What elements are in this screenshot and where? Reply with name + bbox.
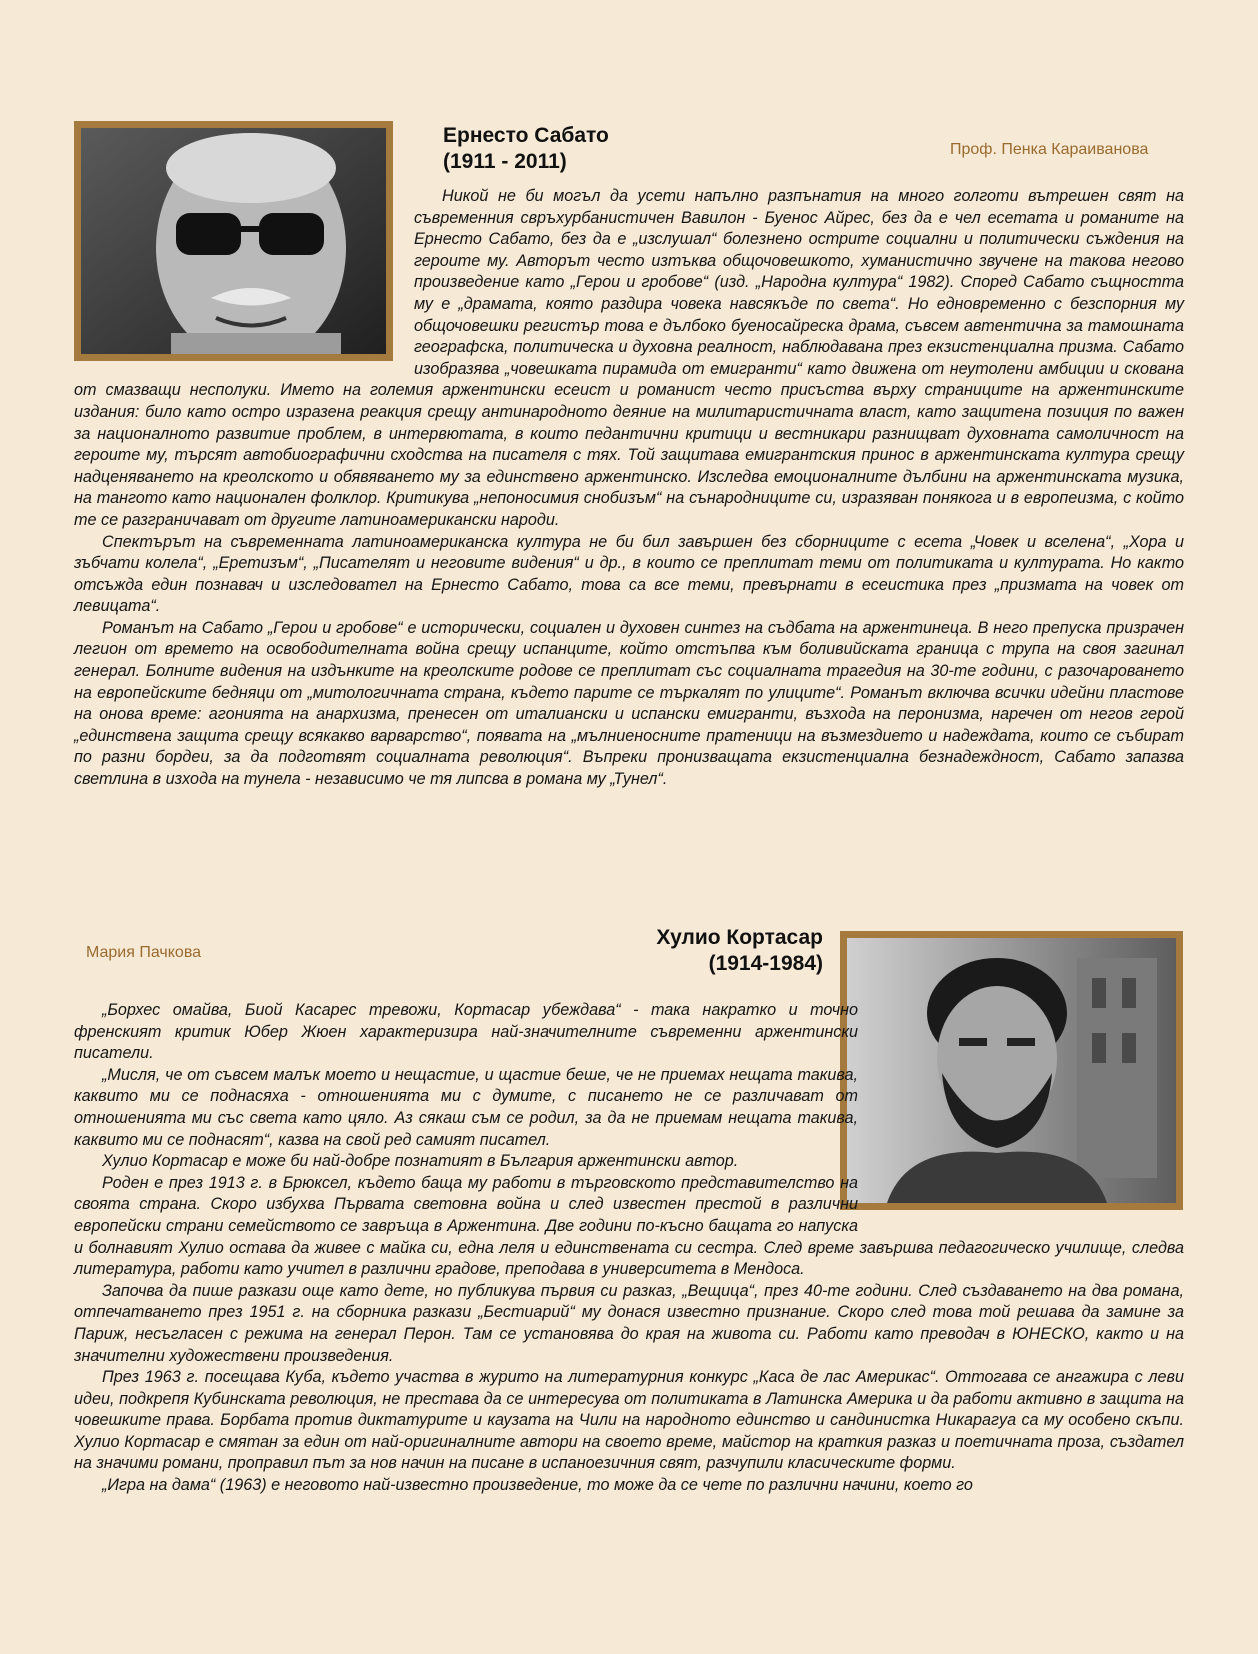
article2-paragraph: Хулио Кортасар е може би най-добре познатият в България аржентински автор. [102, 1152, 739, 1171]
wrap-spacer [858, 1000, 1184, 1216]
article1-paragraph: Никой не би могъл да усети напълно разпънатия на много голготи вътрешен свят на съвременния свръхурбанистичен Вавилон - Буенос Айрес, без да е чел есетата и романите на Ернесто Сабато, без да е „изслушал“ болезнено острите социални и политически съждения на героите му. Авторът често изтъква общочовешкото, хуманистично звучене на такова негово произведение като „Герои и гробове“ (изд. „Народна култура“ 1982). Според Сабато същността му е „драмата, която раздира човека навсякъде по света“. Но едновременно с безспорния му общочовешки регистър това е дълбоко буеносайреска драма, съвсем автентична за тамошната географска, политическа и духовна реалност, наблюдавана през екзистенциална призма. Сабато изобразява „човешката пирамида от емигранти“ като движена от неутолени амбиции и скована от смазващи несполуки. Името на големия аржентински есеист и романист често присъства върху страниците на аржентинските издания: било като остро изразена реакция срещу антинародното деяние на милитаристичната власт, като защитена позиция по важен за националното развитие проблем, в интервютата, в които педантични критици и вестникари разнищват духовната самоличност на героите му, търсят автобиографични сходства на писателя с тях. Той защитава емигрантския принос в аржентинската култура срещу надценяването на креолското и обявяването му за единствено аржентинско. Изследва емоционалните дълбини на аржентинската музика, на тангото като национален фолклор. Критикува „непоносимия снобизъм“ на сънародниците си, изразяван понякога и в европеизма, с който те се разграничават от другите латиноамерикански народи. [74, 187, 1184, 529]
article1-title-name: Ернесто Сабато [443, 124, 609, 147]
article1-body [74, 186, 1184, 791]
article2-paragraph: „Мисля, че от съвсем малък моето и нещастие, и щастие беше, че не приемах нещата такива, каквито ми се поднасяха - отношенията ми с думите, с писането не се различават от отношенията ми със света като цяло. Аз сякаш съм се родил, за да не приемам нещата такива, каквито ми се поднасят“, казва на свой ред самият писател. [74, 1065, 858, 1149]
article2-paragraph: През 1963 г. посещава Куба, където участва в журито на литературния конкурс „Каса де лас Америкас“. Оттогава се ангажира с леви идеи, подкрепя Кубинската революция, не престава да се интересува от политиката в Латинска Америка и да работи активно в защита на човешките права. Борбата против диктатурите и каузата на Чили на народното единство и сандинистка Никарагуа са му особено скъпи. Хулио Кортасар е смятан за един от най-оригиналните автори на своето време, майстор на краткия разказ и поетичната проза, създател на значими романи, проправил път за нов начин на писане в испаноезичния свят, разчупили класическите форми. [74, 1368, 1184, 1473]
article2-title-name: Хулио Кортасар [656, 926, 823, 949]
article1-title [443, 123, 609, 175]
wrap-spacer [74, 186, 414, 379]
article1-paragraph: Спектърът на съвременната латиноамериканска култура не би бил завършен без сборниците с есета „Човек и вселена“, „Хора и зъбчати колела“, „Еретизъм“, „Писателят и неговите видения“ и др., в които се преплитат теми от политиката и културата. Но както отсъжда един познавач и изследовател на Ернесто Сабато, това са все теми, превърнати в есеистика през „призмата на човек от левицата“. [74, 532, 1184, 616]
article2-title [656, 925, 823, 977]
article2-paragraph: „Борхес омайва, Биой Касарес тревожи, Кортасар убеждава“ - така накратко и точно френският критик Юбер Жюен характеризира най-значителните съвременни аржентински писатели. [74, 1001, 858, 1063]
article1-paragraph: Романът на Сабато „Герои и гробове“ е исторически, социален и духовен синтез на съдбата на аржентинеца. В него препуска призрачен легион от времето на освободителната война срещу испанците, който отстъпва към боливийската граница с трупа на своя загинал генерал. Болните видения на издънките на креолските родове се преплитат със социалната трагедия на 30-те години, с разочароването на европейските бедняци от „митологичната страна, където парите се търкалят по улиците“. Романът включва всички идейни пластове на онова време: агонията на анархизма, пренесен от италиански и испански емигранти, възхода на перонизма, наречен от негов герой „единствена защита срещу всякакво варварство“, появата на „мълниеносните пратеници на възмездието и надеждата, които се събират по разни бордеи, за да подготвят социалната революция“. Въпреки пронизващата екзистенциална безнадеждност, Сабато запазва светлина в изхода на тунела - независимо че тя липсва в романа му „Тунел“. [74, 618, 1184, 789]
article1-author: Проф. Пенка Караиванова [950, 141, 1149, 158]
article2-title-years: (1914-1984) [708, 952, 823, 975]
article2-author: Мария Пачкова [86, 944, 202, 961]
article2-paragraph: „Игра на дама“ (1963) е неговото най-известно произведение, то може да се чете по различни начини, което го [102, 1476, 973, 1495]
article2-paragraph: Започва да пише разкази още като дете, но публикува първия си разказ, „Вещица“, през 40-те години. След създаването на два романа, отпечатването през 1951 г. на сборника разкази „Бестиарий“ му донася известно признание. Скоро след това той решава да замине за Париж, несъгласен с режима на генерал Перон. Там се установява до края на живота си. Работи като преводач в ЮНЕСКО, както и на значителни художествени произведения. [74, 1281, 1184, 1365]
article1-title-years: (1911 - 2011) [443, 150, 567, 173]
article2-body [74, 1000, 1184, 1497]
article2-paragraph: Роден е през 1913 г. в Брюксел, където баща му работи в търговското представителство на своята страна. Скоро избухва Първата световна война и след известен престой в различни европейски страни семейството се завръща в Аржентина. Две години по-късно бащата го напуска и болнавият Хулио остава да живее с майка си, една леля и единствената си сестра. След време завършва педагогическо училище, следва литература, работи като учител в различни градове, преподава в университета в Мендоса. [74, 1173, 1184, 1279]
